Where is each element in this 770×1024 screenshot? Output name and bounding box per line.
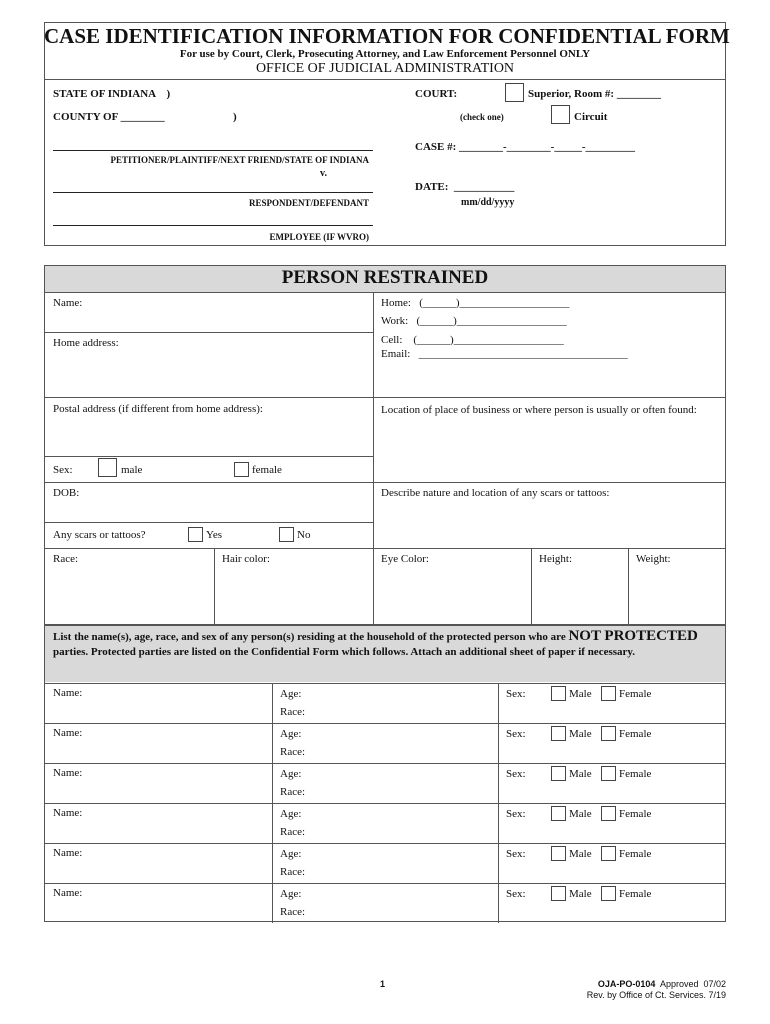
form-subtitle: For use by Court, Clerk, Prosecuting Attorney, and Law Enforcement Personnel ONLY (179, 48, 591, 60)
col-divider (272, 803, 273, 843)
household-female-label: Female (619, 848, 652, 860)
household-age-field[interactable]: Age: (280, 848, 302, 860)
household-male-label: Male (569, 728, 592, 740)
household-name-field[interactable]: Name: (53, 687, 83, 699)
household-female-label: Female (619, 808, 652, 820)
versus-label: v. (320, 168, 327, 179)
household-male-checkbox[interactable] (551, 886, 566, 901)
household-name-field[interactable]: Name: (53, 767, 83, 779)
row-divider (44, 763, 726, 764)
household-male-label: Male (569, 808, 592, 820)
respondent-label: RESPONDENT/DEFENDANT (248, 198, 369, 208)
col-divider (272, 883, 273, 923)
respondent-line[interactable] (53, 192, 373, 193)
scars-description-label[interactable]: Describe nature and location of any scars or tattoos: (381, 487, 610, 499)
household-race-field[interactable]: Race: (280, 866, 306, 878)
household-female-checkbox[interactable] (601, 686, 616, 701)
col-divider (272, 763, 273, 803)
dob-label[interactable]: DOB: (53, 487, 80, 499)
hair-color-label[interactable]: Hair color: (222, 553, 270, 565)
household-male-label: Male (569, 688, 592, 700)
row-divider (44, 803, 726, 804)
col-divider (498, 803, 499, 843)
circuit-court-checkbox[interactable] (551, 105, 570, 124)
household-name-field[interactable]: Name: (53, 847, 83, 859)
col-divider (272, 843, 273, 883)
work-phone-field[interactable]: Work: (______)____________________ (381, 315, 567, 327)
sex-label: Sex: (53, 464, 73, 476)
household-male-label: Male (569, 848, 592, 860)
household-male-checkbox[interactable] (551, 726, 566, 741)
household-female-label: Female (619, 688, 652, 700)
row-divider (44, 482, 726, 483)
eye-color-label[interactable]: Eye Color: (381, 553, 429, 565)
scars-no-checkbox[interactable] (279, 527, 294, 542)
col-divider (531, 548, 532, 625)
height-label[interactable]: Height: (539, 553, 572, 565)
office-name: OFFICE OF JUDICIAL ADMINISTRATION (255, 61, 515, 76)
row-divider (44, 548, 726, 549)
county-paren: ) (233, 111, 237, 123)
household-age-field[interactable]: Age: (280, 728, 302, 740)
female-checkbox[interactable] (234, 462, 249, 477)
household-instructions (53, 629, 717, 660)
postal-address-label[interactable]: Postal address (if different from home address): (53, 403, 263, 415)
person-restrained-title: PERSON RESTRAINED (281, 267, 489, 288)
business-location-label[interactable]: Location of place of business or where person is usually or often found: (381, 404, 697, 416)
state-label: STATE OF INDIANA ) (53, 88, 171, 100)
header-divider (44, 79, 726, 80)
home-phone-field[interactable]: Home: (______)____________________ (381, 297, 570, 309)
household-male-checkbox[interactable] (551, 686, 566, 701)
scars-no-label: No (297, 529, 311, 541)
email-field[interactable]: Email: ______________________________________ (381, 348, 628, 360)
male-checkbox[interactable] (98, 458, 117, 477)
household-female-label: Female (619, 768, 652, 780)
page-number: 1 (380, 979, 386, 989)
scars-yes-label: Yes (206, 529, 223, 541)
household-race-field[interactable]: Race: (280, 746, 306, 758)
cell-phone-field[interactable]: Cell: (______)____________________ (381, 334, 564, 346)
form-id-line (470, 979, 726, 989)
col-divider (498, 843, 499, 883)
petitioner-line[interactable] (53, 150, 373, 151)
date-field[interactable]: DATE: ___________ (415, 181, 515, 193)
household-female-checkbox[interactable] (601, 766, 616, 781)
male-label: male (121, 464, 143, 476)
form-title: CASE IDENTIFICATION INFORMATION FOR CONFIDENTIAL FORM (44, 24, 730, 48)
instruction-post: parties. Protected parties are listed on the Confidential Form which follows. Attach an additional sheet of paper if necessary. (53, 646, 636, 658)
household-sex-label: Sex: (506, 848, 526, 860)
case-number-field[interactable]: CASE #: ________-________-_____-_________ (415, 141, 635, 153)
row-divider (44, 332, 373, 333)
household-sex-label: Sex: (506, 768, 526, 780)
household-race-field[interactable]: Race: (280, 906, 306, 918)
household-age-field[interactable]: Age: (280, 768, 302, 780)
row-divider (44, 723, 726, 724)
name-field-label[interactable]: Name: (53, 297, 83, 309)
not-protected-emphasis: NOT PROTECTED (568, 628, 698, 644)
household-sex-label: Sex: (506, 728, 526, 740)
superior-court-checkbox[interactable] (505, 83, 524, 102)
row-divider (44, 522, 373, 523)
weight-label[interactable]: Weight: (636, 553, 671, 565)
instruction-pre: List the name(s), age, race, and sex of any person(s) residing at the household of the protected person who are (53, 631, 569, 643)
household-race-field[interactable]: Race: (280, 826, 306, 838)
circuit-court-label: Circuit (574, 111, 608, 123)
col-divider (272, 683, 273, 723)
household-name-field[interactable]: Name: (53, 727, 83, 739)
row-divider (44, 292, 726, 293)
female-label: female (252, 464, 282, 476)
row-divider (44, 843, 726, 844)
col-divider (214, 548, 215, 625)
col-divider (498, 763, 499, 803)
petitioner-label: PETITIONER/PLAINTIFF/NEXT FRIEND/STATE OF INDIANA (110, 155, 369, 165)
household-female-label: Female (619, 728, 652, 740)
row-divider (44, 456, 373, 457)
row-divider (44, 683, 726, 684)
household-female-checkbox[interactable] (601, 886, 616, 901)
col-divider (272, 723, 273, 763)
check-one-label: (check one) (460, 112, 504, 122)
household-male-label: Male (569, 768, 592, 780)
scars-question: Any scars or tattoos? (53, 529, 146, 541)
row-divider (44, 397, 726, 398)
household-male-checkbox[interactable] (551, 766, 566, 781)
household-name-field[interactable]: Name: (53, 807, 83, 819)
court-label: COURT: (415, 88, 458, 100)
date-format-hint: mm/dd/yyyy (461, 197, 515, 208)
col-divider (373, 292, 374, 625)
household-female-checkbox[interactable] (601, 806, 616, 821)
household-male-label: Male (569, 888, 592, 900)
approved-date: Approved 07/02 (659, 979, 726, 989)
household-race-field[interactable]: Race: (280, 706, 306, 718)
col-divider (498, 723, 499, 763)
employee-line[interactable] (53, 225, 373, 226)
household-sex-label: Sex: (506, 808, 526, 820)
household-age-field[interactable]: Age: (280, 688, 302, 700)
county-label: COUNTY OF ________ (53, 111, 165, 123)
employee-label: EMPLOYEE (IF WVRO) (269, 232, 369, 242)
revision-note: Rev. by Office of Ct. Services. 7/19 (586, 990, 726, 1000)
row-divider (44, 883, 726, 884)
household-male-checkbox[interactable] (551, 846, 566, 861)
col-divider (498, 883, 499, 923)
household-race-field[interactable]: Race: (280, 786, 306, 798)
race-label[interactable]: Race: (53, 553, 79, 565)
household-female-label: Female (619, 888, 652, 900)
col-divider (628, 548, 629, 625)
household-female-checkbox[interactable] (601, 726, 616, 741)
household-male-checkbox[interactable] (551, 806, 566, 821)
household-sex-label: Sex: (506, 688, 526, 700)
home-address-label[interactable]: Home address: (53, 337, 119, 349)
household-age-field[interactable]: Age: (280, 888, 302, 900)
superior-court-label: Superior, Room #: ________ (528, 88, 661, 100)
household-female-checkbox[interactable] (601, 846, 616, 861)
household-sex-label: Sex: (506, 888, 526, 900)
household-age-field[interactable]: Age: (280, 808, 302, 820)
scars-yes-checkbox[interactable] (188, 527, 203, 542)
household-name-field[interactable]: Name: (53, 887, 83, 899)
col-divider (498, 683, 499, 723)
form-id: OJA-PO-0104 (597, 979, 656, 989)
